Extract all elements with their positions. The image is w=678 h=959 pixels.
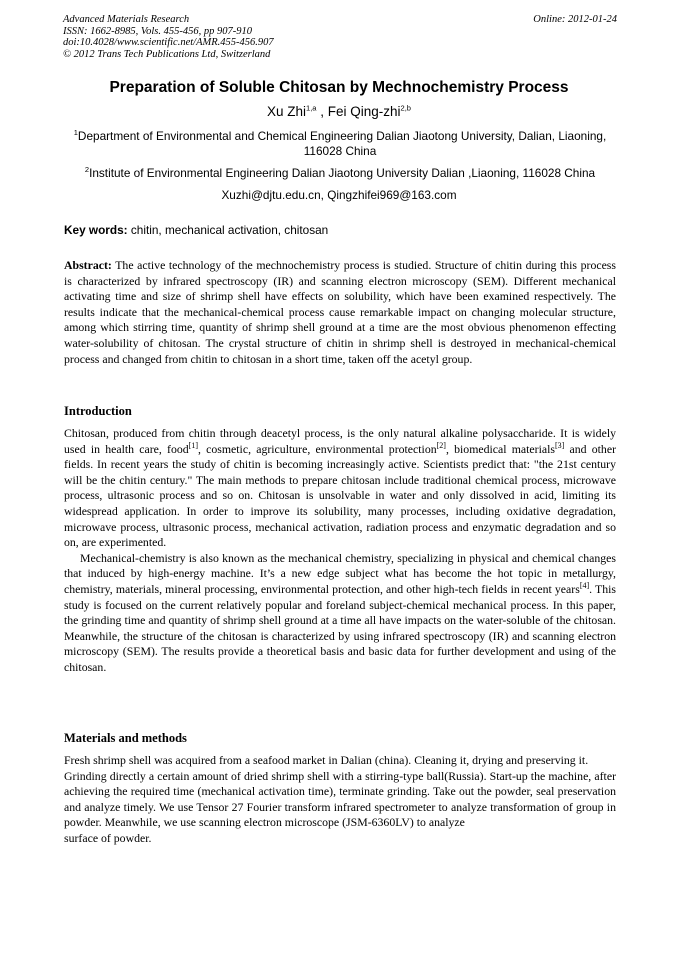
affiliation-text: Institute of Environmental Engineering Dalian Jiaotong University Dalian ,Liaoning, 116028 China [89,166,596,180]
citation-ref[interactable]: [1] [188,440,198,450]
affiliation-sup: 2 [84,165,90,175]
section-heading-introduction: Introduction [64,404,132,418]
paragraph [64,551,616,676]
paragraph-text: Mechanical-chemistry is also known as the mechanical chemistry, specializing in physical and chemical changes that induced by high-energy machine. It’s a new edge subject what has become the hot topic in metallurgy, chemistry, materials, mineral processing, environmental protection, and other high-tech fields in recent years [64,550,616,596]
paragraph-text: Chitosan, produced from chitin through deacetyl process, is the only natural alkaline polysaccharide. It is widely used in health care, food [64,426,616,456]
citation-ref[interactable]: [2] [436,440,446,450]
abstract [64,258,616,367]
keywords-label: Key words: [64,223,128,237]
paragraph: Grinding directly a certain amount of dried shrimp shell with a stirring-type ball(Russia). Start-up the machine, after achieving the required time (mechanical activation time), terminate grinding. Take out the powder, seal preservation and analyze timely. We use Tensor 27 Fourier transform infrared spectrometer to analyze transformation of group in powder. Meanwhile, we use scanning electron microscope (JSM-6360LV) to analyze [64,768,616,830]
section-heading-methods: Materials and methods [64,731,187,745]
paragraph-text: and other fields. In recent years the study of chitin is becoming increasingly active. Scientists predict that: "the 21st century will be the chitin century." The main methods to prepare chitosan include traditional chemical process, microwave process, ultrasonic process and so on. Chitosan is unsolvable in water and only dissolved in acid, limiting its widespread application. In order to improve its solubility, many processes, including oxidative degradation, microwave process, ultrasonic process, mechanical activation, radiation process and enzymatic degradation and so on, are experimented. [64,441,616,550]
journal-header [63,14,617,60]
paper-title: Preparation of Soluble Chitosan by Mechnochemistry Process [109,79,569,96]
abstract-text: The active technology of the mechnochemistry process is studied. Structure of chitin during this process is characterized by infrared spectroscopy (IR) and scanning electron microscopy (SEM). Different mechanical activating time and size of shrimp shell have effects on solubility, which have been examined respectively. The results indicate that the mechanical-chemical process cause remarkable impact on changing molecular structure, among which stirring time, quantity of shrimp shell ground at a time are the most obvious phenomenon effecting water-solubility of chitosan. The crystal structure of chitin in shrimp shell is destroyed in mechanical-chemical process and changed from chitin to chitosan in a short time, taken off the acetyl group. [64,258,616,366]
journal-name: Advanced Materials Research [63,14,190,25]
paragraph: Fresh shrimp shell was acquired from a seafood market in Dalian (china). Cleaning it, drying and preserving it. [64,753,589,767]
online-date: Online: 2012-01-24 [533,14,617,25]
citation-ref[interactable]: [4] [579,581,590,591]
keywords-text: chitin, mechanical activation, chitosan [127,223,329,237]
paragraph [64,426,616,551]
keywords [64,223,616,237]
affiliation-sup: 1 [73,128,78,138]
paragraph: surface of powder. [64,830,152,845]
paragraph-text: , biomedical materials [445,441,555,456]
copyright-line: © 2012 Trans Tech Publications Ltd, Switzerland [63,48,271,60]
paragraph-text: . This study is focused on the current relatively popular and foreland subject-chemical mechanical process. In this paper, the grinding time and quantity of shrimp shell ground at a time all have impacts on the water-soluble of the chitosan. Meanwhile, the structure of the chitosan is characterized by using infrared spectroscopy (IR) and scanning electron microscopy (SEM). The results provide a theoretical basis and basic data for further development and using of the chitosan. [64,581,616,674]
citation-ref[interactable]: [3] [554,440,565,450]
introduction-section [64,426,616,676]
doi-line: doi:10.4028/www.scientific.net/AMR.455-456.907 [63,37,274,48]
author-name: Xu Zhi [267,104,307,119]
author-separator: , [316,104,328,119]
abstract-label: Abstract: [64,258,112,272]
affiliation-2 [64,166,616,181]
author-name: Fei Qing-zhi [327,104,401,119]
paragraph-text: , cosmetic, agriculture, environmental protection [197,441,437,456]
affiliation-1 [64,129,616,159]
issn-line: ISSN: 1662-8985, Vols. 455-456, pp 907-910 [63,25,252,37]
author-sup: 2,b [400,103,411,113]
affiliation-text: Department of Environmental and Chemical Engineering Dalian Jiaotong University, Dalian, Liaoning, 116028 China [77,129,607,158]
author-line [0,104,678,119]
author-emails: Xuzhi@djtu.edu.cn, Qingzhifei969@163.com [221,188,457,202]
methods-section [64,753,616,847]
author-sup: 1,a [306,103,317,113]
